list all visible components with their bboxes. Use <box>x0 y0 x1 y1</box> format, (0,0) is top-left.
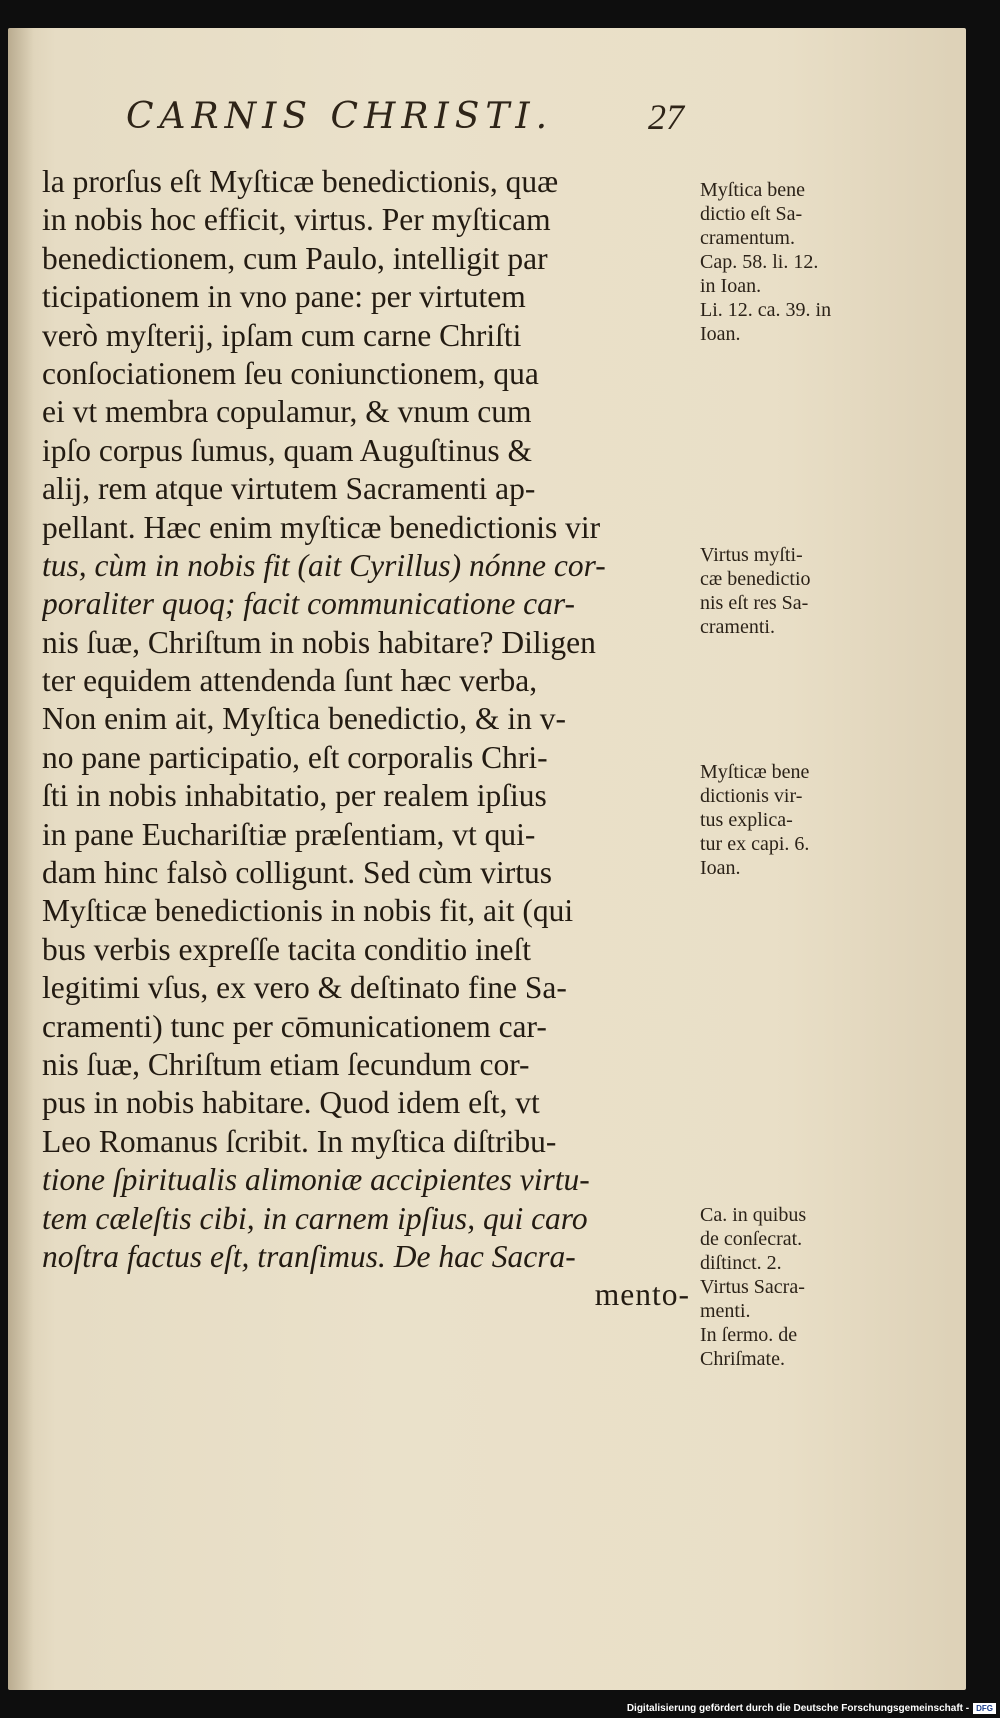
gutter-shadow <box>8 28 34 1690</box>
margin-note-line: Virtus myſti- <box>700 544 803 566</box>
margin-note-line: dictio eſt Sa- <box>700 203 803 225</box>
text-line: bus verbis expreſſe tacita conditio ineſt <box>42 931 531 967</box>
margin-note-line: cramenti. <box>700 616 775 638</box>
catchword-line <box>42 1276 694 1314</box>
margin-note-line: cramentum. <box>700 227 795 249</box>
text-line: la prorſus eſt Myſticæ benedictionis, quæ <box>42 164 559 199</box>
text-line: legitimi vſus, ex vero & deſtinato fine Sa- <box>42 970 567 1006</box>
text-line: tione ſpiritualis alimoniæ accipientes virtu- <box>42 1162 590 1198</box>
text-line: ter equidem attendenda ſunt hæc verba, <box>42 663 538 699</box>
digitization-footer <box>627 1703 996 1714</box>
text-line: verò myſterij, ipſam cum carne Chriſti <box>42 317 522 353</box>
text-line: ei vt membra copulamur, & vnum cum <box>42 394 532 430</box>
book-page <box>8 28 966 1690</box>
margin-note-line: Ca. in quibus <box>700 1204 807 1226</box>
margin-note-line: menti. <box>700 1300 751 1322</box>
text-line: no pane participatio, eſt corporalis Chri- <box>42 739 548 775</box>
margin-note-line: nis eſt res Sa- <box>700 592 809 614</box>
margin-note-line: Ioan. <box>700 857 741 879</box>
text-line: in pane Euchariſtiæ præſentiam, vt qui- <box>42 816 536 852</box>
text-line: poraliter quoq; facit communicatione car- <box>42 586 576 622</box>
margin-note-line: cæ benedictio <box>700 568 811 590</box>
margin-note-line: Li. 12. ca. 39. in <box>700 299 832 321</box>
text-line: Myſticæ benedictionis in nobis fit, ait (qui <box>42 893 574 929</box>
margin-note-line: tur ex capi. 6. <box>700 833 810 855</box>
text-line: nis ſuæ, Chriſtum etiam ſecundum cor- <box>42 1046 530 1082</box>
dfg-logo: DFG <box>973 1703 996 1714</box>
text-line: benedictionem, cum Paulo, intelligit par <box>42 240 548 276</box>
text-line: dam hinc falsò colligunt. Sed cùm virtus <box>42 855 553 891</box>
margin-note-line: in Ioan. <box>700 275 762 297</box>
text-line: noſtra factus eſt, tranſimus. De hac Sacra- <box>42 1238 576 1274</box>
body-text <box>42 163 694 1315</box>
text-line: conſociationem ſeu coniunctionem, qua <box>42 355 539 391</box>
footer-text: Digitalisierung gefördert durch die Deutsche Forschungsgemeinschaft - <box>626 1703 970 1714</box>
margin-note-line: In ſermo. de <box>700 1324 798 1346</box>
running-head: CARNIS CHRISTI. <box>126 96 554 137</box>
catchword: mento- <box>594 1277 690 1313</box>
text-line: tem cæleſtis cibi, in carnem ipſius, qui caro <box>42 1200 588 1236</box>
text-line: Leo Romanus ſcribit. In myſtica diſtribu- <box>42 1123 557 1159</box>
margin-note-line: de conſecrat. <box>700 1228 803 1250</box>
margin-note-line: Chriſmate. <box>700 1348 785 1370</box>
text-line: ipſo corpus ſumus, quam Auguſtinus & <box>42 432 533 468</box>
text-line: nis ſuæ, Chriſtum in nobis habitare? Diligen <box>42 624 596 660</box>
text-line: pus in nobis habitare. Quod idem eſt, vt <box>42 1085 540 1121</box>
text-line: pellant. Hæc enim myſticæ benedictionis vir <box>42 509 601 545</box>
text-line: ſti in nobis inhabitatio, per realem ipſius <box>42 778 547 814</box>
text-line: cramenti) tunc per cōmunicationem car- <box>42 1008 547 1044</box>
margin-note-line: dictionis vir- <box>700 785 803 807</box>
text-line: ticipationem in vno pane: per virtutem <box>42 279 526 315</box>
margin-note <box>700 760 870 880</box>
margin-note-line: diſtinct. 2. <box>700 1252 782 1274</box>
margin-note-line: Myſtica bene <box>700 179 805 201</box>
margin-note-line: tus explica- <box>700 809 793 831</box>
text-line: in nobis hoc efficit, virtus. Per myſticam <box>42 202 551 238</box>
margin-note <box>700 543 870 639</box>
page-number: 27 <box>648 97 684 137</box>
margin-note-line: Cap. 58. li. 12. <box>700 251 819 273</box>
text-line: alij, rem atque virtutem Sacramenti ap- <box>42 471 536 507</box>
margin-note-line: Myſticæ bene <box>700 761 810 783</box>
text-line: tus, cùm in nobis fit (ait Cyrillus) nónne cor- <box>42 547 606 583</box>
margin-note-line: Ioan. <box>700 323 741 345</box>
margin-note <box>700 178 870 346</box>
margin-note <box>700 1203 870 1371</box>
text-line: Non enim ait, Myſtica benedictio, & in v- <box>42 701 567 737</box>
margin-note-line: Virtus Sacra- <box>700 1276 805 1298</box>
